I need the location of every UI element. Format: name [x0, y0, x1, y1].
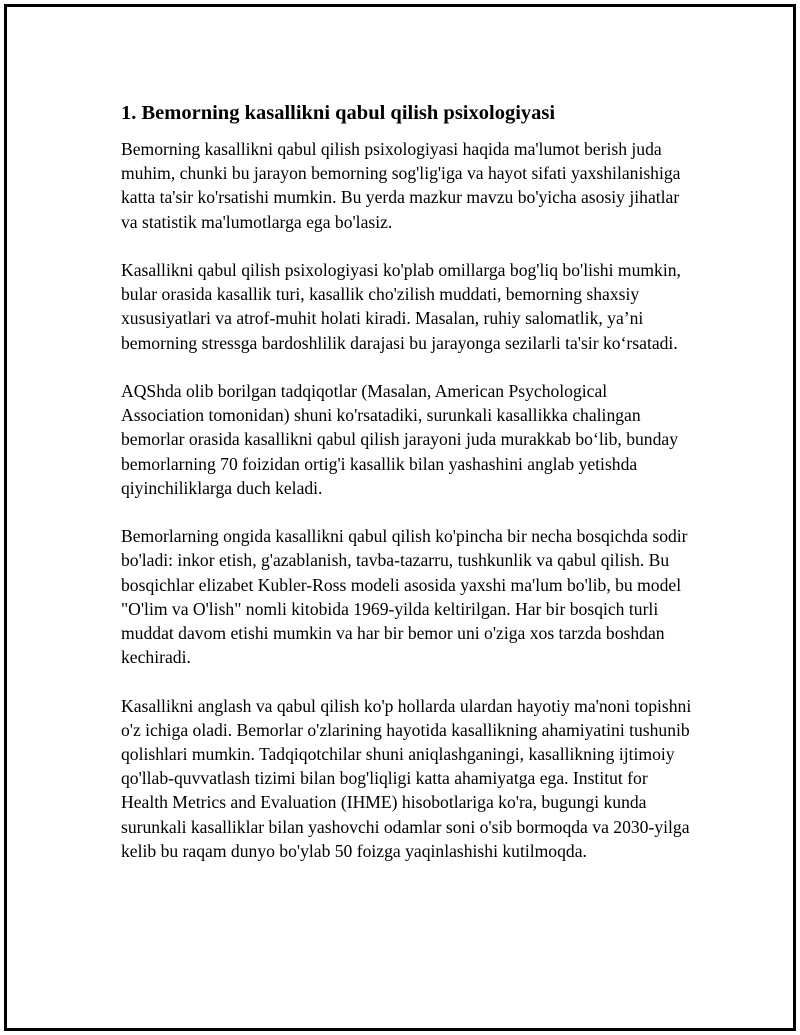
paragraph-factors: Kasallikni qabul qilish psixologiyasi ko'plab omillarga bog'liq bo'lishi mumkin, bular orasida kasallik turi, kasallik cho'zilish muddati, bemorning shaxsiy xususiyatlari va atrof-muhit holati kiradi. Masalan, ruhiy salomatlik, ya’ni bemorning stressga bardoshlilik darajasi bu jarayonga sezilarli ta'sir ko‘rsatadi.: [121, 260, 681, 353]
paragraph-stages: Bemorlarning ongida kasallikni qabul qilish ko'pincha bir necha bosqichda sodir bo'ladi: inkor etish, g'azablanish, tavba-tazarru, tushkunlik va qabul qilish. Bu bosqichlar elizabet Kubler-Ross modeli asosida yaxshi ma'lum bo'lib, bu model "O'lim va O'lish" nomli kitobida 1969-yilda keltirilgan. Har bir bosqich turli muddat davom etishi mumkin va har bir bemor uni o'ziga xos tarzda boshdan kechiradi.: [121, 526, 688, 668]
document-body: [121, 99, 693, 887]
page-frame: [4, 4, 796, 1031]
paragraph-research: AQShda olib borilgan tadqiqotlar (Masalan, American Psychological Association tomonidan) shuni ko'rsatadiki, surunkali kasallikka chalingan bemorlar orasida kasallikni qabul qilish jarayoni juda murakkab bo‘lib, bunday bemorlarning 70 foizidan ortig'i kasallik bilan yashashini anglab yetishda qiyinchiliklarga duch keladi.: [121, 381, 678, 498]
paragraph-meaning: Kasallikni anglash va qabul qilish ko'p hollarda ulardan hayotiy ma'noni topishni o'z ichiga oladi. Bemorlar o'zlarining hayotida kasallikning ahamiyatini tushunib qolishlari mumkin. Tadqiqotchilar shuni aniqlashganingi, kasallikning ijtimoiy qo'llab-quvvatlash tizimi bilan bog'liqligi katta ahamiyatga ega. Institut for Health Metrics and Evaluation (IHME) hisobotlariga ko'ra, bugungi kunda surunkali kasalliklar bilan yashovchi odamlar soni o'sib bormoqda va 2030-yilga kelib bu raqam dunyo bo'ylab 50 foizga yaqinlashishi kutilmoqda.: [121, 695, 692, 861]
section-heading: 1. Bemorning kasallikni qabul qilish psixologiyasi: [121, 102, 556, 124]
paragraph-intro: Bemorning kasallikni qabul qilish psixologiyasi haqida ma'lumot berish juda muhim, chunki bu jarayon bemorning sog'lig'iga va hayot sifati yaxshilanishiga katta ta'sir ko'rsatishi mumkin. Bu yerda mazkur mavzu bo'yicha asosiy jihatlar va statistik ma'lumotlarga ega bo'lasiz.: [121, 139, 681, 232]
